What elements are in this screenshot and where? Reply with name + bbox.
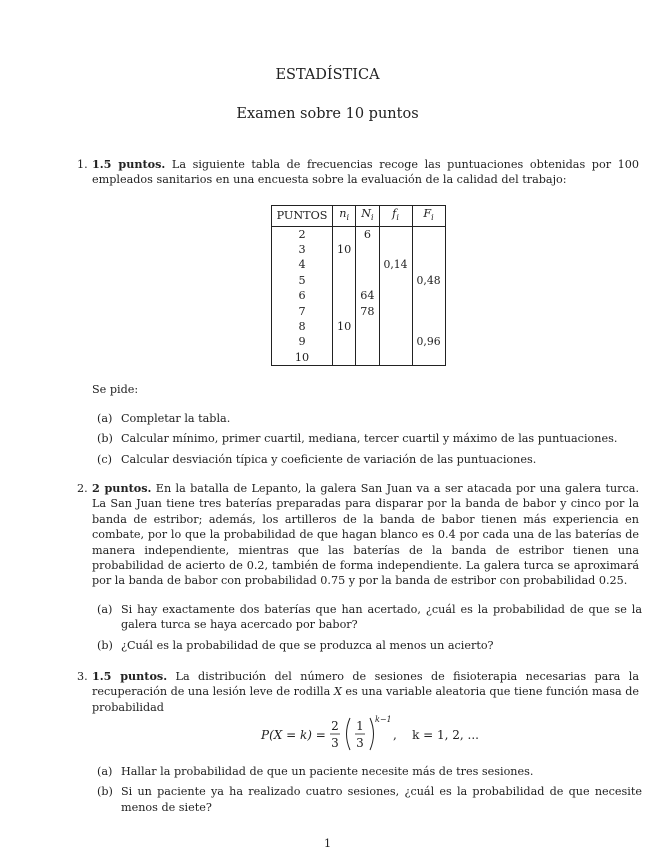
item-label: (b) — [97, 432, 113, 446]
formula-domain: , k = 1, 2, ... — [393, 728, 479, 742]
item-text: Completar la tabla. — [121, 412, 231, 425]
table-cell — [333, 334, 356, 349]
table-cell — [333, 226, 356, 242]
table-cell — [412, 319, 445, 334]
table-cell — [356, 273, 379, 288]
table-cell: 4 — [272, 257, 333, 272]
table-cell — [333, 257, 356, 272]
problem-1 — [77, 157, 639, 188]
item-label: (a) — [97, 765, 113, 778]
table-cell: 10 — [333, 242, 356, 257]
problem-1-text: La siguiente tabla de frecuencias recoge las puntuaciones obtenidas por 100 empleados sanitarios en una encuesta sobre la evaluación de la calidad del trabajo: — [92, 158, 639, 187]
table-cell — [379, 273, 412, 288]
formula-frac2-den: 3 — [356, 736, 364, 750]
table-cell: 2 — [272, 226, 333, 242]
item-text: ¿Cuál es la probabilidad de que se produzca al menos un acierto? — [121, 638, 494, 652]
table-cell — [412, 288, 445, 303]
table-row — [272, 257, 446, 272]
table-cell — [333, 273, 356, 288]
problem-2-item-b — [97, 638, 642, 653]
table-row — [272, 350, 446, 366]
table-cell: 8 — [272, 319, 333, 334]
problem-1-points: 1.5 puntos. — [92, 157, 166, 171]
header-Ni: $N_i$ — [356, 206, 379, 227]
table-cell: 0,96 — [412, 334, 445, 349]
formula-exponent: k−1 — [375, 715, 392, 724]
table-cell — [412, 257, 445, 272]
problem-3-number: 3. — [77, 670, 88, 683]
table-cell — [412, 226, 445, 242]
item-label: (c) — [97, 452, 112, 466]
problem-2-points: 2 puntos. — [92, 481, 152, 495]
frequency-table-body — [272, 226, 446, 366]
table-cell: 7 — [272, 304, 333, 319]
table-cell: 6 — [272, 288, 333, 303]
formula-left-paren — [347, 718, 351, 750]
problem-2-items — [97, 602, 642, 653]
page-subtitle: Examen sobre 10 puntos — [236, 106, 419, 122]
header-ni: $n_i$ — [333, 206, 356, 227]
formula-frac1-den: 3 — [331, 736, 339, 750]
problem-2-number: 2. — [77, 482, 88, 495]
table-cell — [333, 350, 356, 366]
problem-3-variable: X — [333, 685, 342, 699]
problem-3-text-after: es una variable aleatoria que tiene función masa de probabilidad — [92, 685, 639, 714]
table-row — [272, 242, 446, 257]
problem-2-item-a — [97, 602, 642, 633]
table-cell: 3 — [272, 242, 333, 257]
problem-2 — [77, 481, 639, 589]
problem-3-item-b — [97, 784, 642, 815]
header-puntos: PUNTOS — [272, 206, 333, 227]
problem-3-statement — [92, 669, 639, 715]
table-cell: 0,48 — [412, 273, 445, 288]
item-label: (b) — [97, 638, 113, 652]
pmf-formula — [0, 712, 655, 752]
table-cell — [379, 226, 412, 242]
item-label: (a) — [97, 412, 113, 425]
table-row — [272, 304, 446, 319]
formula-frac1-num: 2 — [331, 719, 339, 733]
table-cell — [379, 334, 412, 349]
table-cell — [356, 242, 379, 257]
problem-1-item-c — [97, 452, 642, 467]
header-fi: $f_i$ — [379, 206, 412, 227]
frequency-table — [271, 205, 446, 366]
table-cell: 9 — [272, 334, 333, 349]
problem-2-text: En la batalla de Lepanto, la galera San Juan va a ser atacada por una galera turca. La San Juan tiene tres baterías preparadas para disparar por la banda de babor y cinco por la banda de estribor; además, los artilleros de la banda de babor tienen más experiencia en combate, por lo que la probabilidad de que hagan blanco es 0.4 por cada una de las baterías de manera independiente, mientras que las baterías de la banda de estribor tienen una probabilidad de acierto de 0.2, también de forma independiente. La galera turca se aproximará por la banda de babor con probabilidad 0.75 y por la banda de estribor con probabilidad 0.25. — [92, 482, 639, 588]
table-row — [272, 334, 446, 349]
table-cell: 78 — [356, 304, 379, 319]
item-text: Hallar la probabilidad de que un paciente necesite más de tres sesiones. — [121, 765, 534, 778]
problem-1-number: 1. — [77, 158, 88, 171]
formula-right-paren — [370, 718, 374, 750]
table-row — [272, 273, 446, 288]
problem-1-items — [97, 411, 642, 467]
table-cell — [356, 319, 379, 334]
header-Fi: $F_i$ — [412, 206, 445, 227]
table-cell — [412, 304, 445, 319]
item-text: Si hay exactamente dos baterías que han acertado, ¿cuál es la probabilidad de que se la galera turca se haya acercado por babor? — [121, 603, 642, 632]
item-text: Calcular mínimo, primer cuartil, mediana, tercer cuartil y máximo de las puntuaciones. — [121, 432, 618, 446]
table-cell — [412, 242, 445, 257]
problem-1-item-a — [97, 411, 642, 426]
table-cell — [356, 350, 379, 366]
frequency-table-header — [272, 206, 446, 227]
table-cell — [379, 319, 412, 334]
problem-1-item-b — [97, 431, 642, 446]
table-cell — [379, 304, 412, 319]
table-cell — [356, 334, 379, 349]
problem-3-items — [97, 764, 642, 815]
table-row — [272, 226, 446, 242]
formula-lhs: P(X = k) = — [261, 728, 326, 742]
table-cell: 6 — [356, 226, 379, 242]
table-cell: 10 — [272, 350, 333, 366]
table-cell: 0,14 — [379, 257, 412, 272]
page-title: ESTADÍSTICA — [275, 67, 380, 83]
table-cell — [379, 350, 412, 366]
table-row — [272, 319, 446, 334]
table-cell: 5 — [272, 273, 333, 288]
problem-3-points: 1.5 puntos. — [92, 669, 168, 683]
item-text: Si un paciente ya ha realizado cuatro sesiones, ¿cuál es la probabilidad de que necesite menos de siete? — [121, 785, 642, 814]
page-number: 1 — [323, 837, 332, 850]
table-cell — [356, 257, 379, 272]
table-cell: 10 — [333, 319, 356, 334]
problem-3-item-a — [97, 764, 642, 779]
se-pide-label: Se pide: — [92, 383, 139, 396]
problem-1-statement — [92, 157, 639, 188]
table-cell — [333, 288, 356, 303]
problem-2-statement — [92, 481, 639, 589]
table-cell — [379, 288, 412, 303]
table-row — [272, 288, 446, 303]
table-cell: 64 — [356, 288, 379, 303]
item-text: Calcular desviación típica y coeficiente de variación de las puntuaciones. — [121, 452, 537, 466]
item-label: (b) — [97, 785, 113, 799]
table-cell — [412, 350, 445, 366]
problem-3 — [77, 669, 639, 715]
problem-3-text-before: La distribución del número de sesiones de fisioterapia necesarias para la recuperación de una lesión leve de rodilla — [92, 670, 639, 699]
formula-frac2-num: 1 — [356, 719, 364, 733]
table-cell — [379, 242, 412, 257]
item-label: (a) — [97, 603, 113, 616]
table-cell — [333, 304, 356, 319]
